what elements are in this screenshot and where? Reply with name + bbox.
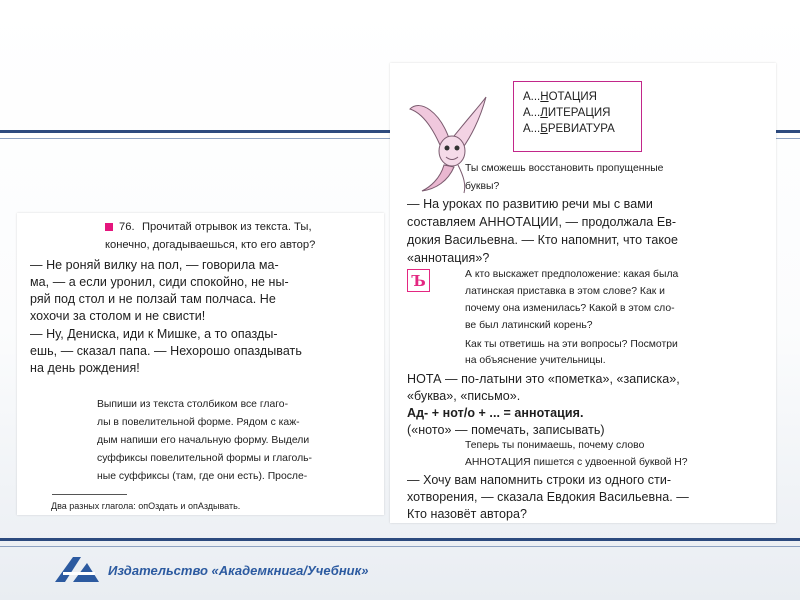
text-line: («ното» — помечать, записывать)	[407, 423, 605, 437]
hard-sign-icon: Ъ	[407, 269, 430, 292]
task-line: дым напиши его начальную форму. Выдели	[97, 435, 310, 446]
footnote: Два разных глагола: опОздать и опАздывать.	[51, 501, 241, 511]
text-line: — Хочу вам напомнить строки из одного сти-	[407, 473, 672, 487]
text-line: Как ты ответишь на эти вопросы? Посмотри	[465, 339, 678, 350]
vocab-word: А...НОТАЦИЯ	[523, 91, 597, 103]
publisher-logo-icon	[53, 555, 101, 583]
text-line: конечно, догадываешься, кто его автор?	[105, 239, 316, 251]
task-line: ные суффиксы (там, где они есть). Просле-	[97, 471, 308, 482]
text-line: Ты сможешь восстановить пропущенные	[465, 163, 664, 174]
publisher-name: Издательство «Академкнига/Учебник»	[108, 563, 369, 578]
text-line: А кто выскажет предположение: какая была	[465, 269, 679, 280]
text-line: НОТА — по-латыни это «пометка», «записка»,	[407, 372, 680, 386]
text-line: ешь, — сказал папа. — Нехорошо опаздывать	[30, 344, 302, 358]
text-line: Ад- + нот/о + ... = аннотация.	[407, 406, 584, 420]
footnote-rule	[52, 494, 127, 495]
cartoon-character-illustration	[400, 91, 488, 195]
text-line: составляем АННОТАЦИИ, — продолжала Ев-	[407, 215, 677, 229]
text-line: — На уроках по развитию речи мы с вами	[407, 197, 653, 211]
text-line: Теперь ты понимаешь, почему слово	[465, 440, 645, 451]
text-line: хотворения, — сказала Евдокия Васильевна. —	[407, 490, 689, 504]
vocab-word: А...БРЕВИАТУРА	[523, 123, 615, 135]
textbook-page-right	[390, 63, 776, 523]
text-line: докия Васильевна. — Кто напомнит, что такое	[407, 233, 678, 247]
exercise-number: 76.	[119, 221, 135, 233]
bottom-divider	[0, 538, 800, 541]
task-line: лы в повелительной форме. Рядом с каж-	[97, 417, 300, 428]
text-line: «буква», «письмо».	[407, 389, 521, 403]
task-line: Выпиши из текста столбиком все глаго-	[97, 399, 289, 410]
text-line: ве был латинский корень?	[465, 320, 593, 331]
text-line: АННОТАЦИЯ пишется с удвоенной буквой Н?	[465, 457, 688, 468]
task-line: суффиксы повелительной формы и глаголь-	[97, 453, 313, 464]
text-line: Кто назовёт автора?	[407, 507, 527, 521]
vocab-word: А...ЛИТЕРАЦИЯ	[523, 107, 611, 119]
text-line: на объяснение учительницы.	[465, 355, 606, 366]
text-line: буквы?	[465, 181, 500, 192]
text-line: ряй под стол и не ползай там полчаса. Не	[30, 292, 276, 306]
text-line: — Не роняй вилку на пол, — говорила ма-	[30, 258, 279, 272]
text-line: почему она изменилась? Какой в этом сло-	[465, 303, 675, 314]
textbook-page-left	[17, 213, 384, 515]
text-line: Прочитай отрывок из текста. Ты,	[142, 221, 312, 233]
text-line: ма, — а если уронил, сиди спокойно, не ны-	[30, 275, 289, 289]
bottom-divider-thin	[0, 546, 800, 547]
exercise-marker	[105, 223, 113, 231]
text-line: — Ну, Дениска, иди к Мишке, а то опазды-	[30, 327, 278, 341]
text-line: «аннотация»?	[407, 251, 490, 265]
text-line: латинская приставка в этом слове? Как и	[465, 286, 665, 297]
text-line: хохочи за столом и не свисти!	[30, 309, 206, 323]
text-line: на день рождения!	[30, 361, 140, 375]
